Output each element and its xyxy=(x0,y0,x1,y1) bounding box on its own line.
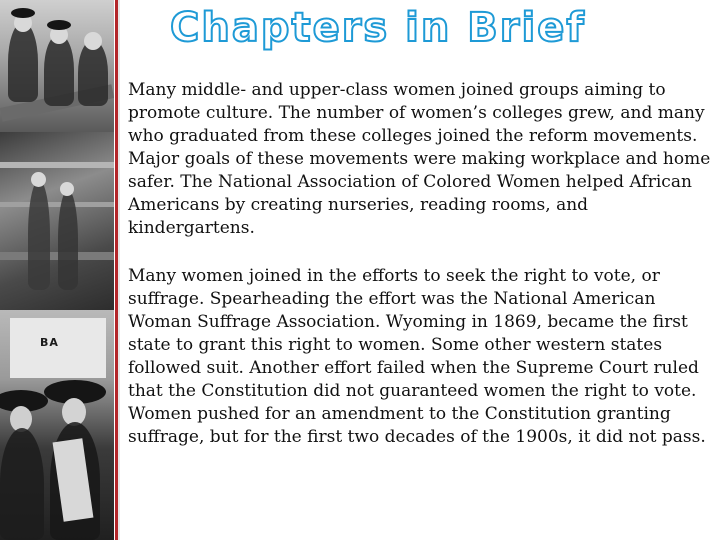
figure-woman-1 xyxy=(0,428,44,540)
historical-photo-collage xyxy=(0,0,114,540)
figure-child-2 xyxy=(58,190,78,290)
figure-child-1 xyxy=(28,180,50,290)
figure-cap-2 xyxy=(47,20,71,30)
machine-rail-top xyxy=(0,162,114,168)
photo-suffragists xyxy=(0,310,114,540)
figure-cap-1 xyxy=(11,8,35,18)
paragraph-suffrage: Many women joined in the efforts to seek the right to vote, or suffrage. Spearheading the effort was the National American Woman Suffrage Association. Wyoming in 1869, became the first state to grant this right to women. Some other western states followed suit. Another effort failed when the Supreme Court ruled that the Constitution did not guaranteed women the right to vote. Women pushed for an amendment to the Constitution granting suffrage, but for the first two decades of the 1900s, it did not pass. xyxy=(128,266,706,447)
figure-child-head-1 xyxy=(31,172,46,187)
machine-rail-mid xyxy=(0,202,114,207)
figure-child-head-2 xyxy=(60,182,74,196)
divider-shadow xyxy=(118,0,120,540)
slide-title: Chapters in Brief xyxy=(170,5,586,51)
photo-boys-on-trolley xyxy=(0,0,114,132)
figure-boy-1 xyxy=(8,22,38,102)
machine-rail-low xyxy=(0,252,114,260)
photo-child-mill-workers xyxy=(0,132,114,310)
paragraph-womens-groups: Many middle- and upper-class women joined groups aiming to promote culture. The number of women’s colleges grew, and many who graduated from these colleges joined the reform movements. Major goals of these movements were making workplace and home safer. The National Association of Colored Women helped African Americans by creating nurseries, reading rooms, and kindergartens. xyxy=(128,80,711,238)
figure-boy-2 xyxy=(44,34,74,106)
figure-head-3 xyxy=(84,32,102,50)
protest-sign-text: BA xyxy=(40,336,59,349)
